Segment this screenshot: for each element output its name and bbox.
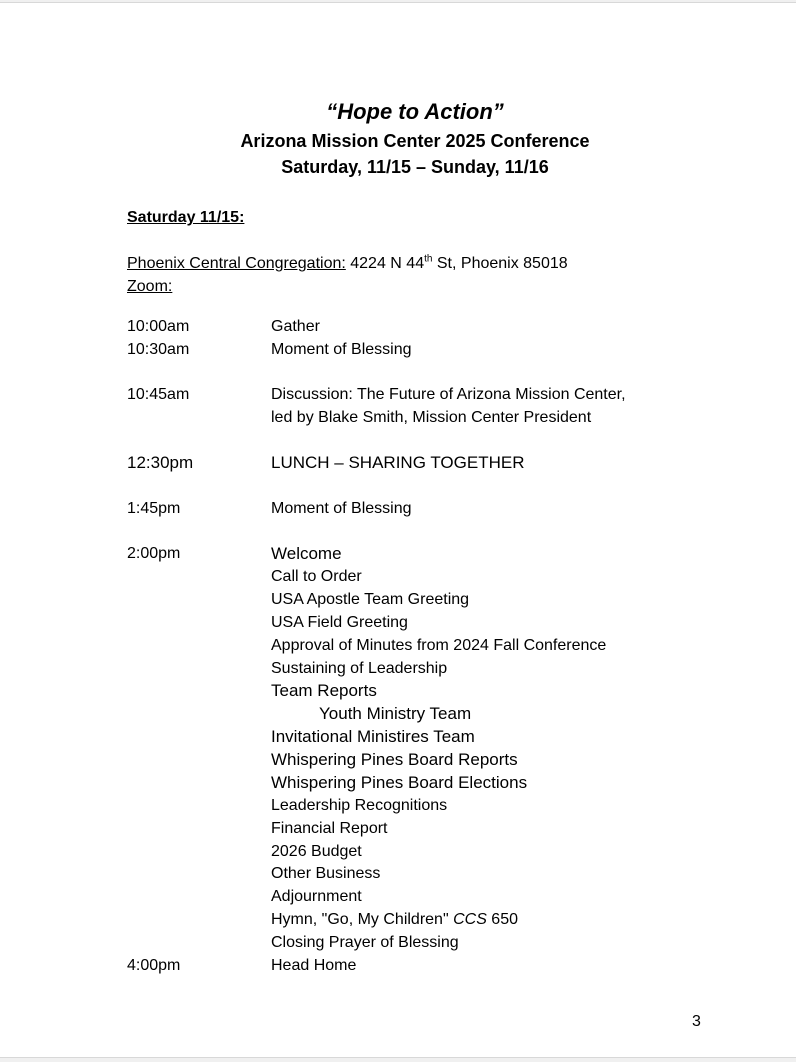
item-gather: Gather xyxy=(271,318,320,335)
item-invitational-team: Invitational Ministires Team xyxy=(271,727,475,746)
zoom-line xyxy=(127,278,172,296)
item-other-business: Other Business xyxy=(271,865,381,882)
hymn-title: Hymn, "Go, My Children" xyxy=(271,911,454,928)
item-team-reports: Team Reports xyxy=(271,681,377,700)
address-ordinal: th xyxy=(424,253,433,265)
item-head-home: Head Home xyxy=(271,957,357,974)
conference-title: Arizona Mission Center 2025 Conference xyxy=(240,131,590,151)
time-1230: 12:30pm xyxy=(127,453,194,472)
address-suffix: St, Phoenix 85018 xyxy=(432,255,568,272)
time-1000: 10:00am xyxy=(127,318,190,335)
item-blessing-2: Moment of Blessing xyxy=(271,500,412,517)
item-sustaining: Sustaining of Leadership xyxy=(271,660,448,677)
item-closing-prayer: Closing Prayer of Blessing xyxy=(271,934,459,951)
day-heading: Saturday 11/15: xyxy=(127,209,245,226)
venue-line xyxy=(127,255,568,273)
item-wp-reports: Whispering Pines Board Reports xyxy=(271,750,518,769)
item-discussion-line2: led by Blake Smith, Mission Center President xyxy=(271,409,592,426)
page-number: 3 xyxy=(692,1013,701,1030)
item-recognitions: Leadership Recognitions xyxy=(271,797,448,814)
address-prefix: 4224 N 44 xyxy=(345,255,425,272)
hymn-number: 650 xyxy=(486,911,518,928)
time-400: 4:00pm xyxy=(127,957,181,974)
item-welcome: Welcome xyxy=(271,544,342,563)
hymn-book: CCS xyxy=(453,911,487,928)
item-field-greeting: USA Field Greeting xyxy=(271,614,408,631)
item-youth-team: Youth Ministry Team xyxy=(319,704,472,723)
item-minutes: Approval of Minutes from 2024 Fall Conference xyxy=(271,637,607,654)
zoom-label: Zoom: xyxy=(127,278,173,295)
item-lunch: LUNCH – SHARING TOGETHER xyxy=(271,453,525,472)
conference-theme: “Hope to Action” xyxy=(326,99,504,124)
item-adjournment: Adjournment xyxy=(271,888,362,905)
conference-dates: Saturday, 11/15 – Sunday, 11/16 xyxy=(281,157,549,177)
item-blessing-1: Moment of Blessing xyxy=(271,341,412,358)
venue-label: Phoenix Central Congregation: xyxy=(127,255,346,272)
item-wp-elections: Whispering Pines Board Elections xyxy=(271,773,528,792)
item-hymn xyxy=(271,910,518,930)
time-1045: 10:45am xyxy=(127,386,190,403)
time-145: 1:45pm xyxy=(127,500,181,517)
item-financial: Financial Report xyxy=(271,820,388,837)
item-budget: 2026 Budget xyxy=(271,843,362,860)
item-call-to-order: Call to Order xyxy=(271,568,362,585)
item-apostle-greeting: USA Apostle Team Greeting xyxy=(271,591,470,608)
item-discussion-line1: Discussion: The Future of Arizona Mission Center, xyxy=(271,386,626,403)
document-page xyxy=(0,2,796,1058)
time-1030: 10:30am xyxy=(127,341,190,358)
time-200: 2:00pm xyxy=(127,545,181,562)
